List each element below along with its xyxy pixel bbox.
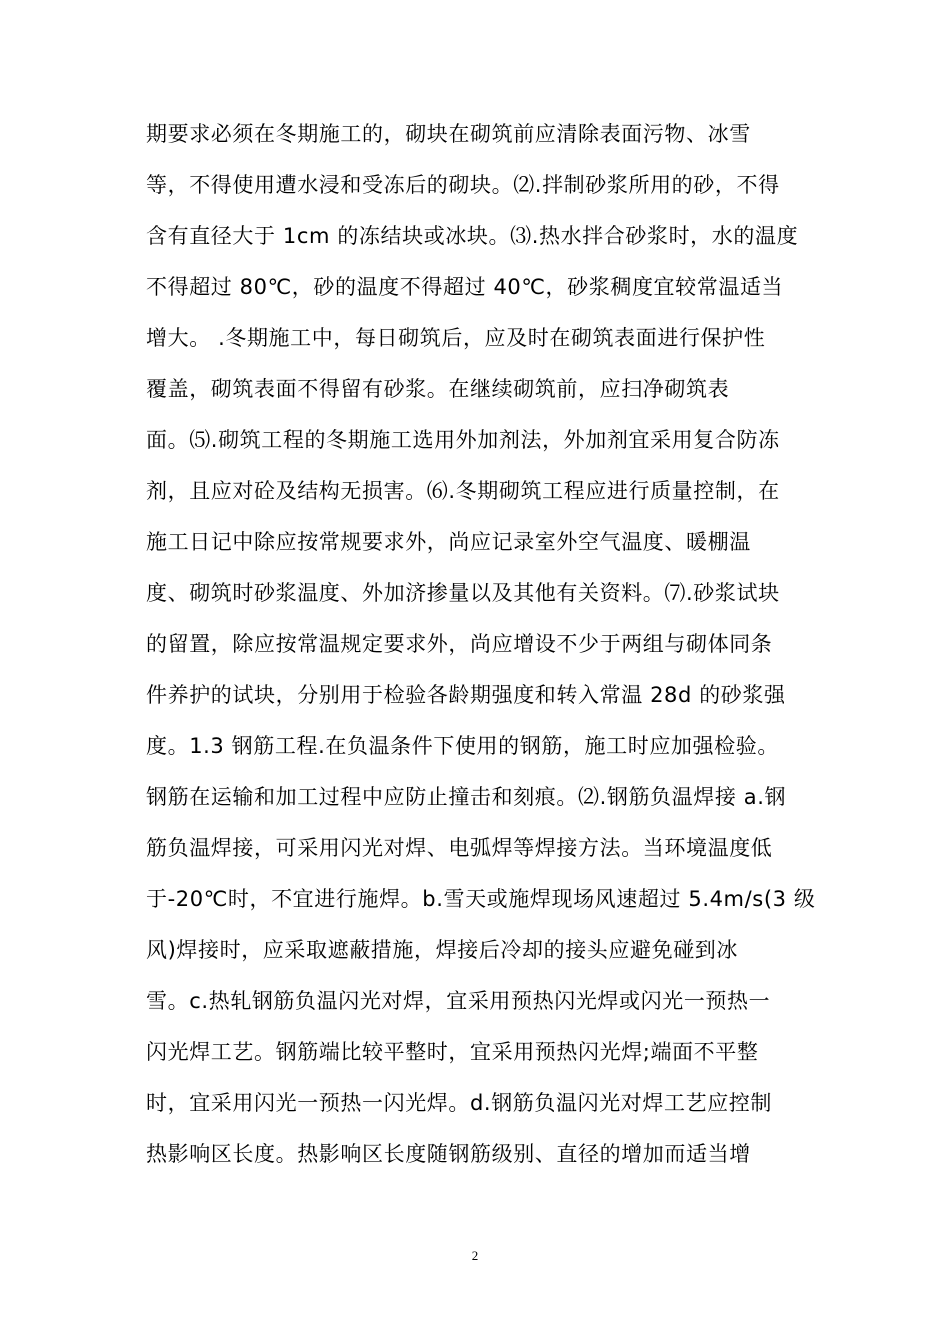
body-line: 度、砌筑时砂浆温度、外加济掺量以及其他有关资料。⑺.砂浆试块 xyxy=(146,581,780,605)
body-line: 不得超过 80℃，砂的温度不得超过 40℃，砂浆稠度宜较常温适当 xyxy=(146,275,784,299)
body-line: 覆盖，砌筑表面不得留有砂浆。在继续砌筑前，应扫净砌筑表 xyxy=(146,377,730,401)
body-line: 的留置，除应按常温规定要求外，尚应增设不少于两组与砌体同条 xyxy=(146,632,773,656)
body-line: 增大。 .冬期施工中，每日砌筑后，应及时在砌筑表面进行保护性 xyxy=(146,326,766,350)
body-line: 施工日记中除应按常规要求外，尚应记录室外空气温度、暖棚温 xyxy=(146,530,751,554)
body-line: 闪光焊工艺。钢筋端比较平整时，宜采用预热闪光焊;端面不平整 xyxy=(146,1040,759,1064)
body-line: 等，不得使用遭水浸和受冻后的砌块。⑵.拌制砂浆所用的砂，不得 xyxy=(146,173,780,197)
body-line: 热影响区长度。热影响区长度随钢筋级别、直径的增加而适当增 xyxy=(146,1142,751,1166)
body-line: 度。1.3 钢筋工程.在负温条件下使用的钢筋，施工时应加强检验。 xyxy=(146,734,779,758)
body-line: 风)焊接时，应采取遮蔽措施，焊接后冷却的接头应避免碰到冰 xyxy=(146,938,738,962)
body-line: 于-20℃时，不宜进行施焊。b.雪天或施焊现场风速超过 5.4m/s(3 级 xyxy=(146,887,816,911)
body-line: 含有直径大于 1cm 的冻结块或冰块。⑶.热水拌合砂浆时，水的温度 xyxy=(146,224,799,248)
body-line: 期要求必须在冬期施工的，砌块在砌筑前应清除表面污物、冰雪 xyxy=(146,122,751,146)
body-line: 时，宜采用闪光一预热一闪光焊。d.钢筋负温闪光对焊工艺应控制 xyxy=(146,1091,773,1115)
body-line: 筋负温焊接，可采用闪光对焊、电弧焊等焊接方法。当环境温度低 xyxy=(146,836,773,860)
body-line: 件养护的试块，分别用于检验各龄期强度和转入常温 28d 的砂浆强 xyxy=(146,683,786,707)
body-line: 面。⑸.砌筑工程的冬期施工选用外加剂法，外加剂宜采用复合防冻 xyxy=(146,428,780,452)
body-line: 雪。c.热轧钢筋负温闪光对焊，宜采用预热闪光焊或闪光一预热一 xyxy=(146,989,771,1013)
body-line: 剂，且应对砼及结构无损害。⑹.冬期砌筑工程应进行质量控制，在 xyxy=(146,479,780,503)
page-number: 2 xyxy=(471,1248,479,1263)
body-line: 钢筋在运输和加工过程中应防止撞击和刻痕。⑵.钢筋负温焊接 a.钢 xyxy=(146,785,787,809)
